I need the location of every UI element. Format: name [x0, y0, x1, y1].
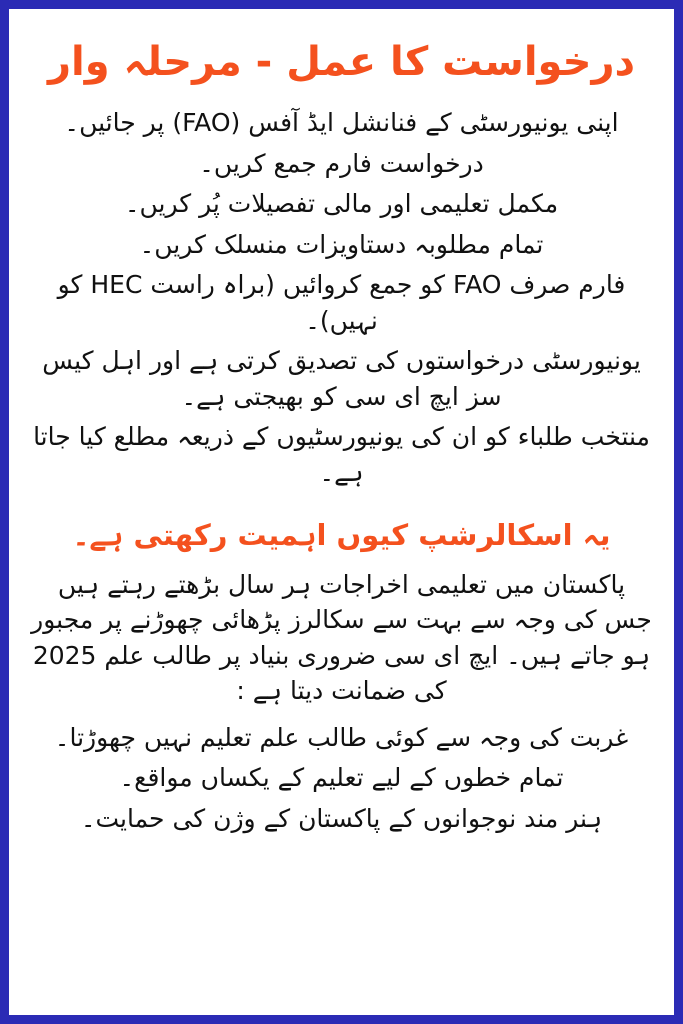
importance-section [31, 567, 652, 842]
list-item: ہنر مند نوجوانوں کے پاکستان کے وژن کی حمایت۔ [80, 803, 603, 833]
document-body [31, 27, 652, 1005]
list-item: مکمل تعلیمی اور مالی تفصیلات پُر کریں۔ [124, 189, 559, 218]
importance-paragraph: پاکستان میں تعلیمی اخراجات ہر سال بڑھتے رہتے ہیں جس کی وجہ سے بہت سے سکالرز پڑھائی چھوڑنے پر مجبور ہو جاتے ہیں۔ ایچ ای سی ضروری بنیاد پر طالب علم 2025 کی ضمانت دیتا ہے : [31, 569, 652, 706]
list-item: درخواست فارم جمع کریں۔ [199, 148, 484, 178]
list-item: تمام خطوں کے لیے تعلیم کے یکساں مواقع۔ [119, 763, 564, 793]
section-heading-importance: یہ اسکالرشپ کیوں اہمیت رکھتی ہے۔ [72, 518, 611, 552]
list-item: منتخب طلباء کو ان کی یونیورسٹیوں کے ذریعہ مطلع کیا جاتا ہے۔ [33, 422, 650, 487]
page-title: درخواست کا عمل - مرحلہ وار [47, 39, 636, 85]
list-item: اپنی یونیورسٹی کے فنانشل ایڈ آفس (FAO) پر جائیں۔ [64, 108, 619, 137]
list-item: یونیورسٹی درخواستوں کی تصدیق کرتی ہے اور اہل کیس سز ایچ ای سی کو بھیجتی ہے۔ [42, 346, 641, 411]
application-steps-list [31, 105, 652, 495]
list-item: فارم صرف FAO کو جمع کروائیں (براہ راست HEC کو نہیں)۔ [57, 270, 626, 335]
list-item: غربت کی وجہ سے کوئی طالب علم تعلیم نہیں چھوڑتا۔ [54, 722, 629, 752]
list-item: تمام مطلوبہ دستاویزات منسلک کریں۔ [139, 229, 544, 259]
